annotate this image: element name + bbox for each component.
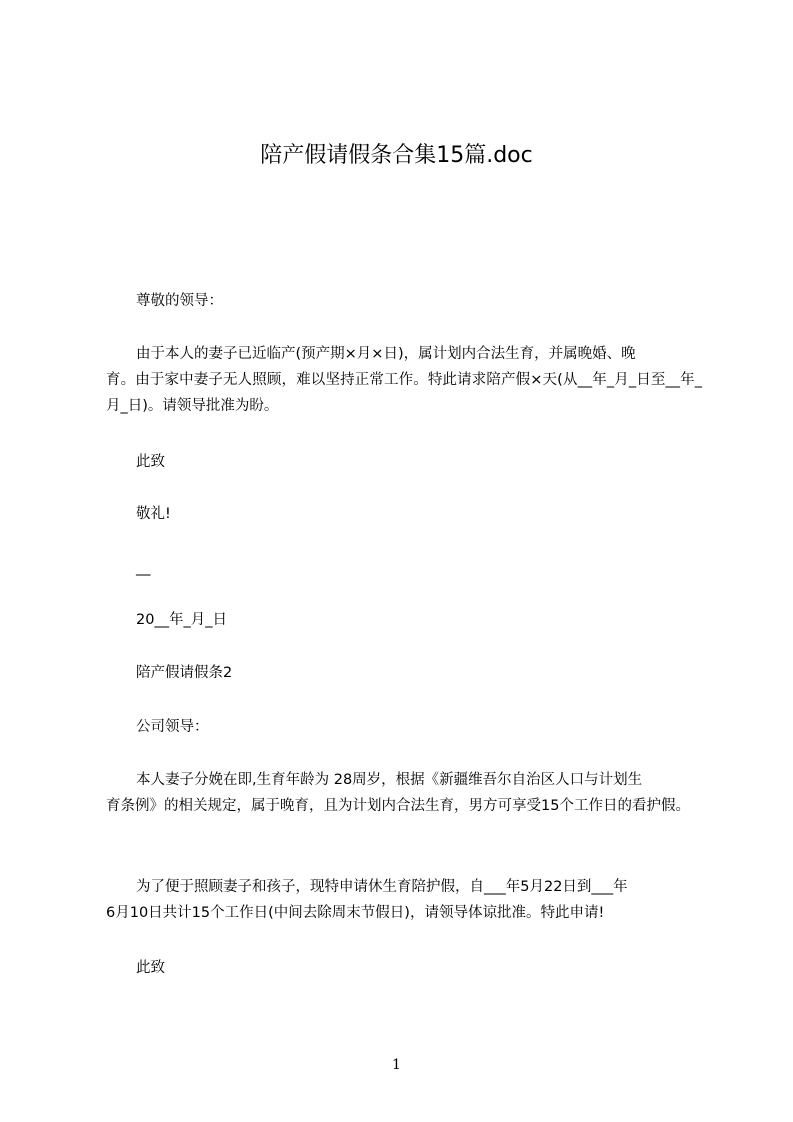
letter1-salutation: 尊敬的领导： (136, 293, 223, 309)
document-title: 陪产假请假条合集15篇.doc (260, 143, 533, 168)
letter1-closing-jingli: 敬礼! (136, 506, 171, 522)
letter2-salutation: 公司领导： (136, 719, 209, 735)
letter1-date: 20__年_月_日 (136, 612, 227, 628)
letter1-body-first-line: 由于本人的妻子已近临产(预产期×月×日)，属计划内合法生育，并属晚婚、晚 (136, 346, 636, 362)
letter2-paragraph-2 (106, 874, 702, 926)
letter2-paragraph-1 (106, 767, 702, 819)
letter1-closing-cizhi: 此致 (136, 454, 165, 470)
letter2-paragraph-2-rest: 6月10日共计15个工作日(中间去除周末节假日)，请领导体谅批准。特此申请! (106, 905, 605, 921)
letter1-body-rest: 育。由于家中妻子无人照顾，难以坚持正常工作。特此请求陪产假×天(从__年_月_日至__年_月_日)。请领导批准为盼。 (106, 372, 702, 414)
letter2-paragraph-1-rest: 育条例》的相关规定，属于晚育，且为计划内合法生育，男方可享受15个工作日的看护假。 (106, 798, 690, 814)
letter2-closing-cizhi: 此致 (136, 960, 165, 976)
letter2-paragraph-2-first-line: 为了便于照顾妻子和孩子，现特申请休生育陪护假，自___年5月22日到___年 (136, 879, 628, 895)
page-number: 1 (392, 1057, 401, 1073)
letter2-paragraph-1-first-line: 本人妻子分娩在即,生育年龄为 28周岁，根据《新疆维吾尔自治区人口与计划生 (136, 772, 643, 788)
letter2-heading: 陪产假请假条2 (136, 665, 233, 681)
letter1-body (106, 341, 702, 419)
letter1-signature-blank: __ (136, 560, 151, 576)
